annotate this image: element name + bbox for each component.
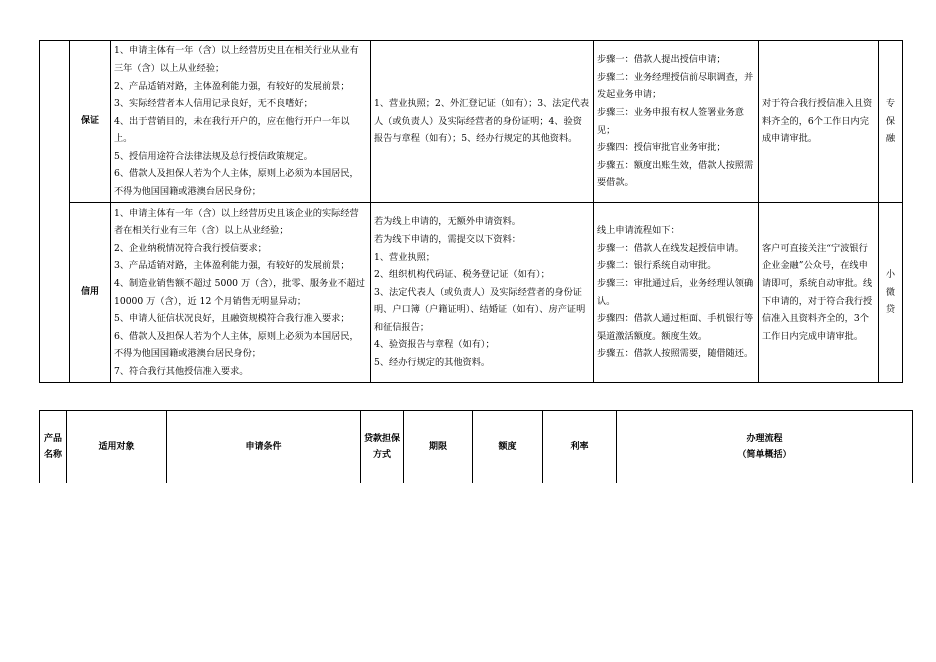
header-process: 办理流程 （简单概括） <box>617 411 913 483</box>
table-row <box>40 203 903 383</box>
product-header-table <box>39 410 913 483</box>
materials-cell: 若为线上申请的，无额外申请资料。 若为线下申请的，需提交以下资料： 1、营业执照； 2、组织机构代码证、税务登记证（如有）； 3、法定代表人（或负责人）及实际经营者的身份证明、户口簿（户籍证明）、结婚证（如有）、房产证明和征信报告； 4、验资报告与章程（如有）； 5、经办行规定的其他资料。 <box>371 203 594 383</box>
header-rate: 利率 <box>543 411 617 483</box>
header-term: 期限 <box>404 411 473 483</box>
note-cell: 对于符合我行授信准入且资料齐全的，6个工作日内完成申请审批。 <box>759 41 879 203</box>
product-name-cell: 小微贷 <box>879 203 903 383</box>
loan-products-table <box>39 40 903 383</box>
process-cell: 步骤一：借款人提出授信申请； 步骤二：业务经理授信前尽职调查，并发起业务申请； 步骤三：业务申报有权人签署业务意见； 步骤四：授信审批官业务审批； 步骤五：额度出账生效，借款人按照需要借款。 <box>594 41 759 203</box>
header-conditions: 申请条件 <box>167 411 361 483</box>
header-product-name: 产品名称 <box>40 411 67 483</box>
header-guarantee: 贷款担保方式 <box>361 411 404 483</box>
header-amount: 额度 <box>473 411 543 483</box>
guarantee-type-cell: 信用 <box>70 203 111 383</box>
conditions-cell: 1、申请主体有一年（含）以上经营历史且在相关行业从业有三年（含）以上从业经验； 2、产品适销对路，主体盈利能力强，有较好的发展前景； 3、实际经营者本人信用记录良好，无不良嗜好； 4、出于营销目的，未在我行开户的，应在他行开户一年以上。 5、授信用途符合法律法规及总行授信政策规定。 6、借款人及担保人若为个人主体，原则上必须为本国居民，不得为他国国籍或港澳台居民身份； <box>111 41 371 203</box>
merged-category-cell <box>40 41 70 383</box>
header-row <box>40 411 913 483</box>
note-cell: 客户可直接关注“宁波银行企业金融”公众号，在线申请即可，系统自动审批。线下申请的，对于符合我行授信准入且资料齐全的，3个工作日内完成申请审批。 <box>759 203 879 383</box>
materials-cell: 1、营业执照；2、外汇登记证（如有）；3、法定代表人（或负责人）及实际经营者的身份证明；4、验资报告与章程（如有）；5、经办行规定的其他资料。 <box>371 41 594 203</box>
guarantee-type-cell: 保证 <box>70 41 111 203</box>
header-target: 适用对象 <box>67 411 167 483</box>
table-row <box>40 41 903 203</box>
process-cell: 线上申请流程如下： 步骤一：借款人在线发起授信申请。 步骤二：银行系统自动审批。 步骤三：审批通过后，业务经理认领确认。 步骤四：借款人通过柜面、手机银行等渠道激活额度。额度生效。 步骤五：借款人按照需要，随借随还。 <box>594 203 759 383</box>
conditions-cell: 1、申请主体有一年（含）以上经营历史且该企业的实际经营者在相关行业有三年（含）以上从业经验； 2、企业纳税情况符合我行授信要求； 3、产品适销对路，主体盈利能力强，有较好的发展前景； 4、制造业销售额不超过 5000 万（含），批零、服务业不超过 10000 万（含），近 12 个月销售无明显异动； 5、申请人征信状况良好，且融资规模符合我行准入要求； 6、借款人及担保人若为个人主体，原则上必须为本国居民，不得为他国国籍或港澳台居民身份； 7、符合我行其他授信准入要求。 <box>111 203 371 383</box>
product-name-cell: 专保融 <box>879 41 903 203</box>
